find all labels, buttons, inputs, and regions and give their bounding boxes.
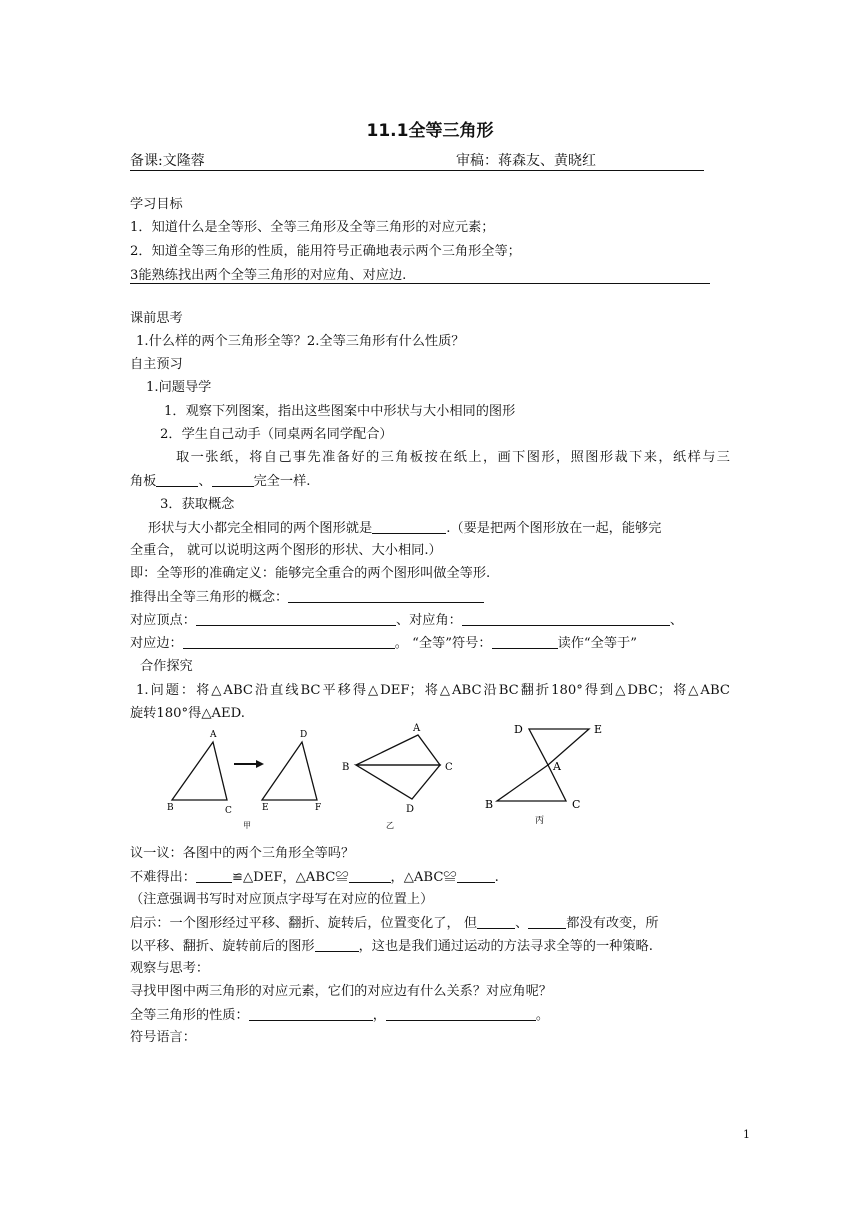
caption-bing: 丙 [535, 816, 545, 826]
page-title: 11.1全等三角形 [366, 121, 494, 141]
label-a: A [210, 730, 217, 740]
preview-para2a: 取一张纸，将自己事先准备好的三角板按在纸上，画下图形，照图形裁下来，纸样与三 [176, 450, 730, 465]
goal-item: 3能熟练找出两个全等三角形的对应角、对应边. [130, 268, 407, 283]
goal-item: 1．知道什么是全等形、全等三角形及全等三角形的对应元素； [130, 220, 495, 235]
r4: . [494, 870, 499, 885]
hint-b2: ，这也是我们通过运动的方法寻求全等的一种策略. [358, 939, 653, 954]
coop-q1b: 旋转180°得△AED. [130, 706, 245, 721]
label-e: E [262, 803, 269, 813]
discuss-hint-a [130, 914, 659, 933]
r1: 不难得出： [130, 870, 196, 885]
angle-label: 、对应角： [395, 613, 462, 628]
triangle-abc [172, 742, 227, 800]
discuss-q: 议一议：各图中的两个三角形全等吗？ [130, 846, 355, 861]
label-b: B [485, 798, 494, 811]
blank-answer[interactable] [249, 1006, 373, 1021]
preview-sub1: 1.问题导学 [146, 380, 212, 395]
hint-b1: 以平移、翻折、旋转前后的图形 [130, 939, 315, 954]
triangle-def [262, 742, 317, 800]
prethink-heading: 课前思考 [130, 311, 183, 326]
preview-item1: 1．观察下列图案，指出这些图案中中形状与大小相同的图形 [164, 404, 516, 419]
blank-answer[interactable] [528, 914, 566, 929]
goals-heading: 学习目标 [130, 197, 183, 212]
observe-prop [130, 1006, 549, 1025]
label-a: A [553, 760, 561, 773]
preview-item3: 3．获取概念 [160, 497, 235, 512]
blank-answer[interactable] [457, 868, 495, 883]
triangle-dbc [356, 765, 440, 799]
figure-jia [167, 730, 321, 830]
hint-a3: 都没有改变，所 [566, 916, 659, 931]
goal-item: 2．知道全等三角形的性质，能用符号正确地表示两个三角形全等； [130, 244, 521, 259]
label-c: C [445, 762, 453, 773]
label-b: B [167, 803, 174, 813]
label-d: D [406, 804, 415, 815]
discuss-result [130, 868, 499, 887]
prop-end: 。 [535, 1008, 550, 1023]
label-e: E [594, 723, 603, 736]
label-b: B [342, 762, 350, 773]
hint-a2: 、 [515, 916, 529, 931]
side-label: 对应边： [130, 636, 183, 651]
caption-yi: 乙 [386, 821, 394, 830]
hint-a1: 启示：一个图形经过平移、翻折、旋转后，位置变化了， 但 [130, 916, 478, 931]
preview-para3b: 全重合， 就可以说明这两个图形的形状、大小相同.） [130, 543, 442, 558]
figure-bing [485, 723, 602, 826]
observe-q: 寻找甲图中两三角形的对应元素，它们的对应边有什么关系？对应角呢？ [130, 984, 552, 999]
label-a: A [413, 723, 421, 734]
page-number: 1 [743, 1128, 750, 1141]
blank-answer[interactable] [196, 868, 232, 883]
blank-answer[interactable] [315, 937, 359, 952]
caption-jia: 甲 [243, 821, 251, 830]
concept-label: 推得出全等三角形的概念： [130, 590, 289, 605]
label-d: D [514, 723, 523, 736]
prop-sep: ， [372, 1008, 386, 1023]
para2b-pre: 角板 [130, 474, 157, 489]
observe-heading: 观察与思考： [130, 961, 210, 976]
r2: ≌△DEF，△ABC≌ [231, 870, 349, 885]
label-c: C [225, 806, 232, 816]
symbol-post: 读作“全等于” [557, 636, 637, 651]
reviewer: 审稿：蒋森友、黄晓红 [456, 153, 596, 169]
discuss-hint-b [130, 937, 653, 956]
blank-answer[interactable] [349, 868, 391, 883]
angle-end: 、 [669, 613, 684, 628]
para3a-post: .（要是把两个图形放在一起，能够完 [446, 521, 662, 536]
observe-symbol: 符号语言： [130, 1030, 196, 1045]
figure-yi [342, 723, 453, 830]
blank-answer[interactable] [477, 914, 515, 929]
preview-heading: 自主预习 [130, 357, 183, 372]
symbol-pre: 。 “全等”符号： [394, 636, 492, 651]
vertex-label: 对应顶点： [130, 613, 196, 628]
prethink-text: 1.什么样的两个三角形全等？2.全等三角形有什么性质？ [136, 334, 465, 349]
preparer: 备课:文隆蓉 [130, 153, 205, 169]
r3: ，△ABC≌ [390, 870, 457, 885]
para3a-pre: 形状与大小都完全相同的两个图形就是 [148, 521, 373, 536]
para2b-post: 完全一样. [253, 474, 311, 489]
label-c: C [572, 798, 581, 811]
prop-label: 全等三角形的性质： [130, 1008, 249, 1023]
preview-def: 即：全等形的准确定义：能够完全重合的两个图形叫做全等形. [130, 566, 491, 581]
blank-answer[interactable] [386, 1006, 536, 1021]
para2b-sep: 、 [198, 474, 212, 489]
triangle-abc [356, 735, 440, 765]
arrow-icon [256, 760, 264, 768]
coop-heading: 合作探究 [140, 659, 193, 674]
discuss-note: （注意强调书写时对应顶点字母写在对应的位置上） [130, 892, 434, 907]
label-d: D [300, 730, 308, 740]
coop-q1a: 1.问题：将△ABC沿直线BC平移得△DEF；将△ABC沿BC翻折180°得到△DBC；将△ABC [136, 683, 730, 698]
label-f: F [315, 803, 322, 813]
preview-item2: 2．学生自己动手（同桌两名同学配合） [160, 427, 393, 442]
